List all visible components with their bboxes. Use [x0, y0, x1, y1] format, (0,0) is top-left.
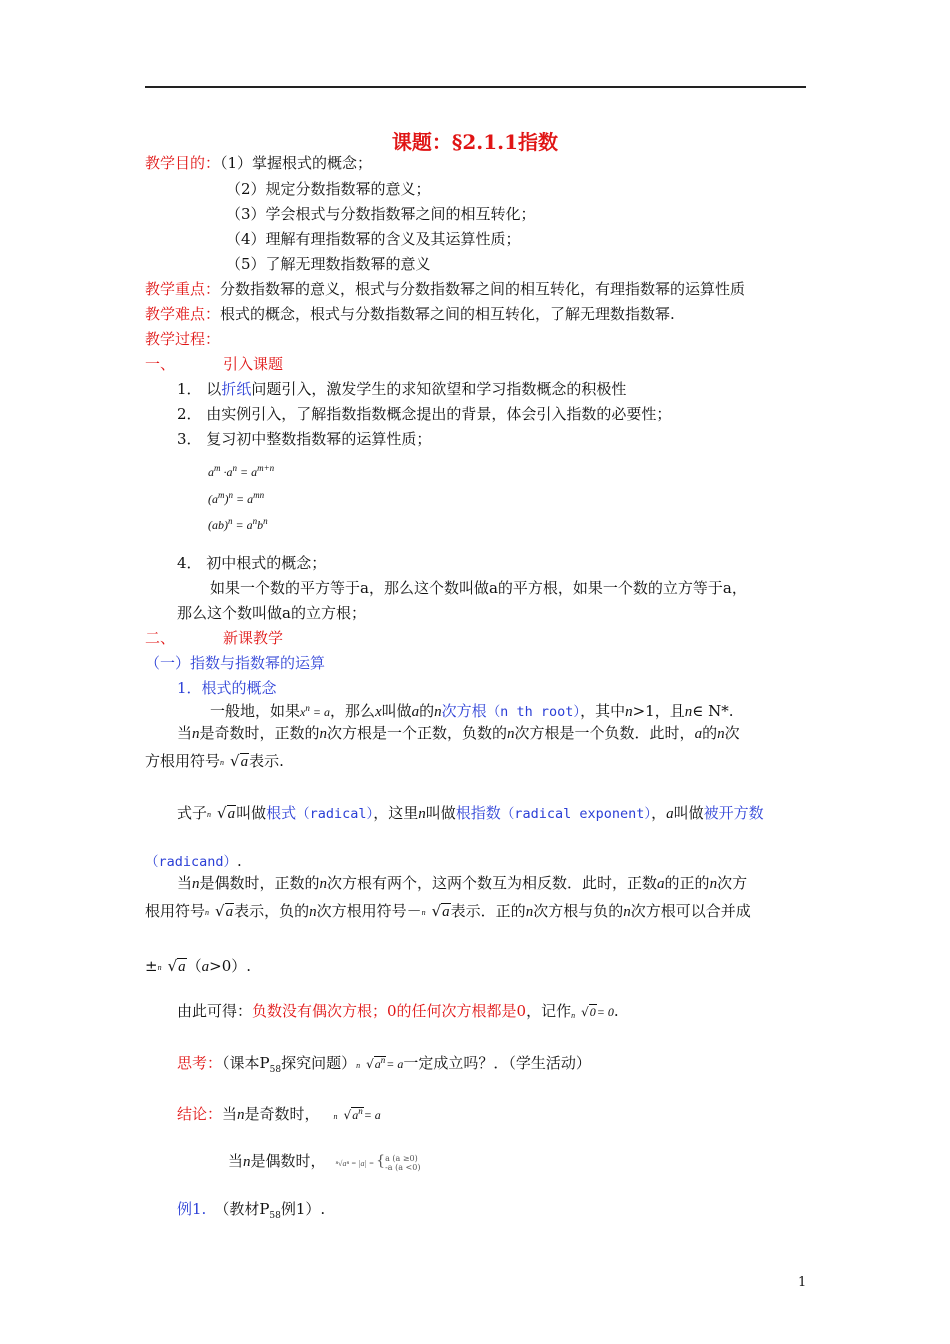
text: >1，且 [632, 702, 685, 720]
term-radical-exponent: 根指数 [455, 804, 501, 822]
objective-item: （4）理解有理指数幂的含义及其运算性质； [226, 230, 521, 248]
radical-nth-root-a: n √a [220, 752, 249, 770]
var-a: a [657, 876, 665, 892]
text: ， [651, 804, 667, 822]
var-a: a [694, 726, 703, 742]
text: 表示. [249, 752, 284, 770]
text: 表示，负的 [234, 902, 310, 920]
text: . [613, 1002, 619, 1020]
section1-title: 引入课题 [223, 355, 284, 373]
difficulties-label: 教学难点： [145, 305, 221, 323]
formula-power-product: $a^m \cdot a^n = a^{m+n}$ [208, 463, 275, 479]
var-n: n [525, 904, 534, 920]
var-n: n [237, 1107, 245, 1123]
paragraph-radicand [145, 850, 242, 870]
paragraph-plus-minus-root [145, 955, 251, 976]
conclusion-label: 结论： [177, 1105, 223, 1123]
text: 次 [724, 724, 740, 742]
text: 次方根是一个负数．此时， [514, 724, 695, 742]
objective-item: （2）规定分数指数幂的意义； [226, 180, 431, 198]
var-n: n [319, 876, 328, 892]
text: 当 [177, 874, 193, 892]
radical-nth-root-a: n √a [207, 804, 236, 822]
paragraph-radical-terms [177, 802, 764, 823]
term-radical-en: （radical） [296, 806, 374, 822]
highlight-rule: 负数没有偶次方根；0的任何次方根都是0 [252, 1002, 527, 1020]
text: 叫做 [425, 804, 456, 822]
formula-cases: { a (a ≥0) -a (a <0) [376, 1152, 421, 1172]
example-label: 例1. [177, 1200, 207, 1218]
text: 次方根用符号－ [316, 902, 422, 920]
text: 探究问题） [281, 1054, 357, 1072]
text: 根用符号 [145, 902, 206, 920]
text: 次方根与负的 [533, 902, 624, 920]
objective-item: （1）掌握根式的概念； [220, 154, 373, 172]
var-x: x [374, 704, 382, 720]
paragraph-even-root [177, 872, 747, 893]
radical-nth-root-a: n √a [205, 902, 234, 920]
term-nth-root-en: （n th root） [486, 704, 581, 720]
text: 是奇数时，正数的 [199, 724, 320, 742]
paragraph-odd-root [177, 722, 740, 743]
var-n: n [243, 1154, 251, 1170]
objectives-label: 教学目的： [145, 154, 221, 172]
text: ，这里 [373, 804, 419, 822]
formula-product-power: $(ab)^n = a^nb^n$ [208, 516, 268, 532]
text: 次方根是一个正数，负数的 [327, 724, 508, 742]
item-keyword: 折纸 [221, 380, 252, 398]
text: ± [145, 957, 158, 975]
formula-abs-a: ⁿ√aⁿ = |a| = [335, 1159, 377, 1168]
section1-item-1 [177, 378, 626, 399]
var-n: n [709, 876, 718, 892]
section1-item-3: 3． 复习初中整数指数幂的运算性质； [177, 430, 432, 448]
subsection-item-heading: 1．根式的概念 [177, 679, 277, 697]
process-label: 教学过程： [145, 330, 221, 348]
conclusion-odd-row [177, 1103, 381, 1124]
var-n: n [418, 806, 426, 822]
item-text: 1． 以 [177, 380, 222, 398]
term-radical-exponent-en: （radical exponent） [500, 806, 652, 822]
subsection-heading: （一）指数与指数幂的运算 [145, 654, 326, 672]
paragraph-odd-root-cont [145, 750, 284, 771]
text: . [237, 852, 242, 870]
text: ∈ N*. [692, 702, 734, 720]
text: 次方根有两个，这两个数互为相反数．此时，正数 [327, 874, 658, 892]
text: ，那么 [329, 702, 375, 720]
text: 由此可得： [177, 1002, 253, 1020]
text: （教材P [214, 1200, 270, 1218]
var-n: n [684, 704, 693, 720]
text: 当 [177, 724, 193, 742]
radical-nth-root-a: n √a [157, 957, 186, 975]
think-row [177, 1052, 591, 1075]
example-row [177, 1198, 325, 1221]
var-n: n [623, 904, 631, 920]
section1-heading [145, 353, 283, 374]
var-n: n [625, 704, 633, 720]
var-n: n [507, 726, 515, 742]
objective-item: （5）了解无理数指数幂的意义 [226, 255, 431, 273]
page-title: 课题：§2.1.1指数 [391, 130, 559, 154]
text: 的 [702, 724, 718, 742]
key-points-text: 分数指数幂的意义，根式与分数指数幂之间的相互转化，有理指数幂的运算性质 [220, 280, 746, 298]
text: 叫做 [673, 804, 704, 822]
text: 表示．正的 [450, 902, 526, 920]
text: ，其中 [580, 702, 626, 720]
term-radical: 根式 [266, 804, 297, 822]
formula-power-power: $(a^m)^n = a^{mn}$ [208, 490, 265, 506]
var-n: n [192, 726, 200, 742]
paragraph-even-root-cont [145, 900, 751, 921]
var-a: a [411, 704, 420, 720]
var-n: n [309, 904, 317, 920]
text: 是奇数时， [244, 1105, 320, 1123]
paragraph-nth-root-def [210, 700, 734, 721]
paragraph-conclusion-roots [177, 1000, 619, 1021]
text: 58 [269, 1065, 282, 1075]
text: 例1）. [280, 1200, 326, 1218]
text: 次方 [717, 874, 748, 892]
text: 一定成立吗？．（学生活动） [403, 1054, 591, 1072]
text: >0）. [209, 957, 252, 975]
formula-equals-a: = a [386, 1057, 404, 1071]
text: 次方根可以合并成 [630, 902, 751, 920]
case-bottom: -a (a <0) [385, 1162, 421, 1172]
text: 的正的 [664, 874, 710, 892]
text: 是偶数时， [250, 1152, 326, 1170]
root-definition-line-1: 如果一个数的平方等于a，那么这个数叫做a的平方根，如果一个数的立方等于a， [210, 579, 747, 597]
section1-item-2: 2． 由实例引入，了解指数指数概念提出的背景，体会引入指数的必要性； [177, 405, 672, 423]
section2-num: 二、 [145, 629, 176, 647]
text: （课本P [222, 1054, 270, 1072]
section1-item-4: 4． 初中根式的概念； [177, 554, 327, 572]
objectives-row-1 [145, 152, 372, 173]
item-text: 问题引入，激发学生的求知欲望和学习指数概念的积极性 [251, 380, 627, 398]
radical-nth-root-zero: n √0 [571, 1005, 596, 1020]
term-nth-root: 次方根 [441, 702, 487, 720]
text: 一般地，如果 [210, 702, 301, 720]
var-n: n [434, 704, 442, 720]
radical-nth-root-a-power-n: n $√a^n$ [356, 1055, 386, 1071]
var-a: a [666, 806, 674, 822]
text: 叫做 [381, 702, 412, 720]
difficulties-text: 根式的概念，根式与分数指数幂之间的相互转化，了解无理数指数幂. [220, 305, 675, 323]
text: 是偶数时，正数的 [199, 874, 320, 892]
text: 当 [228, 1152, 244, 1170]
section2-heading [145, 627, 283, 648]
text: 式子 [177, 804, 208, 822]
var-a: a [201, 959, 210, 975]
text: 方根用符号 [145, 752, 221, 770]
key-points-label: 教学重点： [145, 280, 221, 298]
difficulties-row [145, 303, 675, 324]
text: 当 [222, 1105, 238, 1123]
header-rule [145, 86, 806, 88]
formula-x-power-n: $x^n = a$ [300, 703, 330, 719]
section2-title: 新课教学 [223, 629, 284, 647]
conclusion-even-row [228, 1150, 420, 1172]
objective-item: （3）学会根式与分数指数幂之间的相互转化； [226, 205, 536, 223]
radical-nth-root-a: n √a [421, 902, 450, 920]
think-label: 思考： [177, 1054, 223, 1072]
text: 58 [269, 1211, 281, 1221]
var-n: n [717, 726, 725, 742]
text: （ [186, 957, 202, 975]
text: ，记作 [526, 1002, 572, 1020]
var-n: n [192, 876, 200, 892]
var-n: n [319, 726, 328, 742]
page-number: 1 [798, 1275, 807, 1290]
term-radicand: 被开方数 [703, 804, 764, 822]
term-radicand-en: （radicand） [145, 854, 238, 870]
root-definition-line-2: 那么这个数叫做a的立方根； [177, 604, 366, 622]
text: 的 [419, 702, 435, 720]
radical-nth-root-a-power-n: n $√a^n$ [333, 1106, 363, 1122]
formula-equals-zero: = 0 [596, 1005, 614, 1019]
case-top: a (a ≥0) [385, 1153, 418, 1163]
key-points-row [145, 278, 745, 299]
formula-equals-a: = a [363, 1108, 381, 1122]
text: 叫做 [236, 804, 267, 822]
section1-num: 一、 [145, 355, 176, 373]
